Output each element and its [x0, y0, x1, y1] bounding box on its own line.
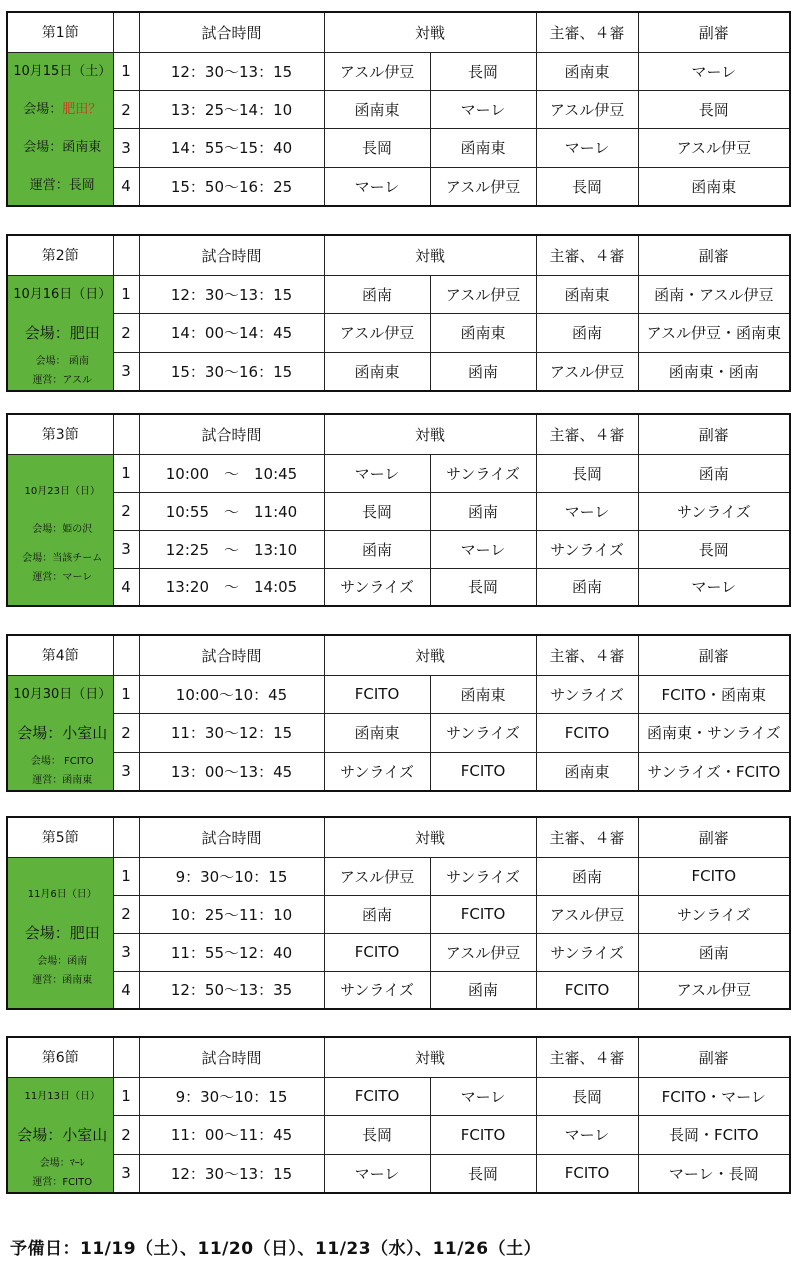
venue-line: 会場： FCITO [30, 755, 94, 767]
home-team: FCITO [324, 1077, 430, 1116]
header-main-ref: 主審、４審 [536, 635, 638, 675]
home-team: 長岡 [324, 492, 430, 530]
table-row [7, 167, 790, 205]
main-referee: FCITO [536, 714, 638, 753]
venue-date: 10月16日（日） [13, 286, 112, 302]
section-title: 第5節 [7, 817, 113, 857]
sub-referee: 函南 [638, 933, 790, 971]
header-match: 対戦 [324, 12, 536, 52]
header-match: 対戦 [324, 635, 536, 675]
venue-info [7, 275, 113, 391]
game-time: 10:55 〜 11:40 [139, 492, 324, 530]
header-main-ref: 主審、４審 [536, 1037, 638, 1077]
header-main-ref: 主審、４審 [536, 817, 638, 857]
away-team: アスル伊豆 [430, 275, 536, 314]
game-number: 1 [113, 675, 139, 714]
sub-referee: サンライズ・FCITO [638, 752, 790, 791]
section-title: 第1節 [7, 12, 113, 52]
main-referee: 函南 [536, 314, 638, 353]
section-table [6, 234, 791, 392]
main-referee: サンライズ [536, 530, 638, 568]
game-time: 11：00〜11：45 [139, 1116, 324, 1155]
game-time: 9：30〜10：15 [139, 857, 324, 895]
section-table [6, 634, 791, 792]
table-row [7, 933, 790, 971]
header-row [7, 414, 790, 454]
game-time: 9：30〜10：15 [139, 1077, 324, 1116]
header-main-ref: 主審、４審 [536, 235, 638, 275]
sub-referee: サンライズ [638, 895, 790, 933]
header-time: 試合時間 [139, 635, 324, 675]
game-number: 3 [113, 129, 139, 167]
header-no [113, 817, 139, 857]
venue-line: 運営：函南東 [32, 974, 93, 986]
venue-line: 会場： 函南 [35, 355, 89, 367]
header-row [7, 1037, 790, 1077]
header-sub-ref: 副審 [638, 817, 790, 857]
main-referee: アスル伊豆 [536, 90, 638, 128]
header-no [113, 1037, 139, 1077]
header-match: 対戦 [324, 235, 536, 275]
venue-label: 会場： [23, 101, 63, 117]
venue-date: 10月15日（土） [13, 63, 112, 79]
sub-referee: 函南東・サンライズ [638, 714, 790, 753]
sub-referee: 長岡 [638, 90, 790, 128]
venue-date: 11月13日（日） [24, 1090, 100, 1102]
header-time: 試合時間 [139, 12, 324, 52]
table-row [7, 1077, 790, 1116]
home-team: FCITO [324, 675, 430, 714]
game-number: 3 [113, 1154, 139, 1193]
header-time: 試合時間 [139, 817, 324, 857]
away-team: 函南東 [430, 129, 536, 167]
game-time: 13:20 〜 14:05 [139, 568, 324, 606]
header-match: 対戦 [324, 414, 536, 454]
venue-line: 会場：肥田 [24, 923, 100, 942]
game-time: 13：25〜14：10 [139, 90, 324, 128]
main-referee: 函南 [536, 568, 638, 606]
away-team: サンライズ [430, 857, 536, 895]
away-team: 函南 [430, 492, 536, 530]
home-team: 函南東 [324, 352, 430, 391]
table-row [7, 752, 790, 791]
away-team: 長岡 [430, 1154, 536, 1193]
main-referee: マーレ [536, 1116, 638, 1155]
away-team: サンライズ [430, 454, 536, 492]
game-number: 1 [113, 454, 139, 492]
game-number: 4 [113, 971, 139, 1009]
venue-line: 会場：ﾏｰﾚ [39, 1157, 85, 1169]
game-time: 15：50〜16：25 [139, 167, 324, 205]
away-team: マーレ [430, 1077, 536, 1116]
sub-referee: アスル伊豆・函南東 [638, 314, 790, 353]
table-row [7, 1116, 790, 1155]
game-number: 3 [113, 530, 139, 568]
table-row [7, 454, 790, 492]
game-time: 14：00〜14：45 [139, 314, 324, 353]
away-team: 長岡 [430, 568, 536, 606]
section-title: 第3節 [7, 414, 113, 454]
header-row [7, 817, 790, 857]
sub-referee: マーレ [638, 52, 790, 90]
table-row [7, 314, 790, 353]
sub-referee: 函南・アスル伊豆 [638, 275, 790, 314]
venue-info [7, 675, 113, 791]
away-team: FCITO [430, 752, 536, 791]
home-team: アスル伊豆 [324, 857, 430, 895]
table-row [7, 568, 790, 606]
venue-info [7, 1077, 113, 1193]
game-time: 12：30〜13：15 [139, 52, 324, 90]
table-row [7, 275, 790, 314]
main-referee: 函南東 [536, 752, 638, 791]
main-referee: 長岡 [536, 454, 638, 492]
game-number: 1 [113, 52, 139, 90]
venue-line: 会場：姫の沢 [32, 523, 93, 535]
away-team: FCITO [430, 895, 536, 933]
venue-line [12, 91, 113, 129]
game-time: 15：30〜16：15 [139, 352, 324, 391]
sub-referee: サンライズ [638, 492, 790, 530]
section-title: 第6節 [7, 1037, 113, 1077]
home-team: 函南東 [324, 90, 430, 128]
game-number: 3 [113, 752, 139, 791]
home-team: 函南 [324, 530, 430, 568]
venue-date: 11月6日（日） [27, 888, 97, 900]
main-referee: 長岡 [536, 1077, 638, 1116]
header-sub-ref: 副審 [638, 12, 790, 52]
venue-date: 10月30日（日） [13, 686, 112, 702]
home-team: サンライズ [324, 752, 430, 791]
game-time: 12:25 〜 13:10 [139, 530, 324, 568]
header-sub-ref: 副審 [638, 414, 790, 454]
header-time: 試合時間 [139, 414, 324, 454]
game-number: 4 [113, 167, 139, 205]
main-referee: 函南東 [536, 52, 638, 90]
game-number: 1 [113, 275, 139, 314]
venue-date: 10月23日（日） [24, 485, 100, 497]
table-row [7, 90, 790, 128]
home-team: FCITO [324, 933, 430, 971]
table-row [7, 714, 790, 753]
away-team: 函南東 [430, 675, 536, 714]
game-time: 11：55〜12：40 [139, 933, 324, 971]
reserve-dates: 予備日：11/19（土）、11/20（日）、11/23（水）、11/26（土） [10, 1239, 542, 1259]
home-team: マーレ [324, 167, 430, 205]
header-time: 試合時間 [139, 1037, 324, 1077]
main-referee: 長岡 [536, 167, 638, 205]
venue-line: 会場：函南 [37, 955, 88, 967]
away-team: 長岡 [430, 52, 536, 90]
sub-referee: マーレ・長岡 [638, 1154, 790, 1193]
game-number: 1 [113, 1077, 139, 1116]
sub-referee: 長岡・FCITO [638, 1116, 790, 1155]
main-referee: 函南 [536, 857, 638, 895]
main-referee: サンライズ [536, 933, 638, 971]
header-time: 試合時間 [139, 235, 324, 275]
game-number: 4 [113, 568, 139, 606]
venue-line: 運営：FCITO [32, 1176, 93, 1188]
game-time: 12：50〜13：35 [139, 971, 324, 1009]
sub-referee: 函南 [638, 454, 790, 492]
table-row [7, 492, 790, 530]
away-team: 函南東 [430, 314, 536, 353]
venue-host: 会場：函南東 [23, 139, 102, 155]
away-team: 函南 [430, 971, 536, 1009]
section-title: 第4節 [7, 635, 113, 675]
away-team: アスル伊豆 [430, 933, 536, 971]
header-no [113, 235, 139, 275]
table-row [7, 857, 790, 895]
table-row [7, 971, 790, 1009]
game-number: 3 [113, 933, 139, 971]
game-number: 2 [113, 492, 139, 530]
table-row [7, 129, 790, 167]
sub-referee: 長岡 [638, 530, 790, 568]
venue-info [7, 52, 113, 206]
header-no [113, 12, 139, 52]
game-time: 14：55〜15：40 [139, 129, 324, 167]
header-main-ref: 主審、４審 [536, 414, 638, 454]
game-number: 2 [113, 314, 139, 353]
game-number: 2 [113, 1116, 139, 1155]
game-time: 10：25〜11：10 [139, 895, 324, 933]
sub-referee: アスル伊豆 [638, 129, 790, 167]
away-team: マーレ [430, 90, 536, 128]
game-number: 2 [113, 90, 139, 128]
venue-info [7, 454, 113, 606]
venue-info [7, 857, 113, 1009]
header-match: 対戦 [324, 817, 536, 857]
sub-referee: FCITO・マーレ [638, 1077, 790, 1116]
sub-referee: 函南東・函南 [638, 352, 790, 391]
home-team: アスル伊豆 [324, 314, 430, 353]
header-sub-ref: 副審 [638, 1037, 790, 1077]
game-time: 11：30〜12：15 [139, 714, 324, 753]
header-sub-ref: 副審 [638, 235, 790, 275]
game-number: 1 [113, 857, 139, 895]
home-team: アスル伊豆 [324, 52, 430, 90]
table-row [7, 352, 790, 391]
away-team: サンライズ [430, 714, 536, 753]
venue-line: 会場：小室山 [17, 723, 108, 742]
home-team: サンライズ [324, 568, 430, 606]
header-no [113, 414, 139, 454]
table-row [7, 675, 790, 714]
game-time: 10:00〜10：45 [139, 675, 324, 714]
venue-line: 運営：アスル [32, 374, 93, 386]
table-row [7, 1154, 790, 1193]
header-main-ref: 主審、４審 [536, 12, 638, 52]
sub-referee: マーレ [638, 568, 790, 606]
table-row [7, 52, 790, 90]
sub-referee: FCITO・函南東 [638, 675, 790, 714]
home-team: マーレ [324, 454, 430, 492]
home-team: 長岡 [324, 129, 430, 167]
sub-referee: 函南東 [638, 167, 790, 205]
header-no [113, 635, 139, 675]
away-team: 函南 [430, 352, 536, 391]
section-table [6, 816, 791, 1010]
game-time: 13：00〜13：45 [139, 752, 324, 791]
table-row [7, 895, 790, 933]
main-referee: マーレ [536, 129, 638, 167]
home-team: 函南東 [324, 714, 430, 753]
header-row [7, 12, 790, 52]
main-referee: サンライズ [536, 675, 638, 714]
section-table [6, 413, 791, 607]
main-referee: FCITO [536, 1154, 638, 1193]
game-time: 10:00 〜 10:45 [139, 454, 324, 492]
main-referee: アスル伊豆 [536, 352, 638, 391]
away-team: アスル伊豆 [430, 167, 536, 205]
section-title: 第2節 [7, 235, 113, 275]
sub-referee: FCITO [638, 857, 790, 895]
main-referee: 函南東 [536, 275, 638, 314]
main-referee: アスル伊豆 [536, 895, 638, 933]
game-time: 12：30〜13：15 [139, 1154, 324, 1193]
main-referee: FCITO [536, 971, 638, 1009]
header-match: 対戦 [324, 1037, 536, 1077]
game-number: 2 [113, 714, 139, 753]
home-team: 函南 [324, 275, 430, 314]
home-team: 函南 [324, 895, 430, 933]
venue-line: 会場：当該チーム [22, 552, 103, 564]
header-row [7, 235, 790, 275]
away-team: マーレ [430, 530, 536, 568]
home-team: サンライズ [324, 971, 430, 1009]
sub-referee: アスル伊豆 [638, 971, 790, 1009]
venue-operator: 運営：長岡 [29, 177, 95, 193]
home-team: 長岡 [324, 1116, 430, 1155]
table-row [7, 530, 790, 568]
game-time: 12：30〜13：15 [139, 275, 324, 314]
header-row [7, 635, 790, 675]
venue-line: 会場：小室山 [17, 1125, 108, 1144]
venue-line: 運営：函南東 [32, 774, 93, 786]
section-table [6, 11, 791, 207]
venue-line: 運営：マーレ [32, 571, 93, 583]
venue-uncertain: 肥田？ [62, 101, 102, 117]
game-number: 2 [113, 895, 139, 933]
venue-line: 会場：肥田 [24, 323, 100, 342]
game-number: 3 [113, 352, 139, 391]
away-team: FCITO [430, 1116, 536, 1155]
main-referee: マーレ [536, 492, 638, 530]
header-sub-ref: 副審 [638, 635, 790, 675]
home-team: マーレ [324, 1154, 430, 1193]
section-table [6, 1036, 791, 1194]
